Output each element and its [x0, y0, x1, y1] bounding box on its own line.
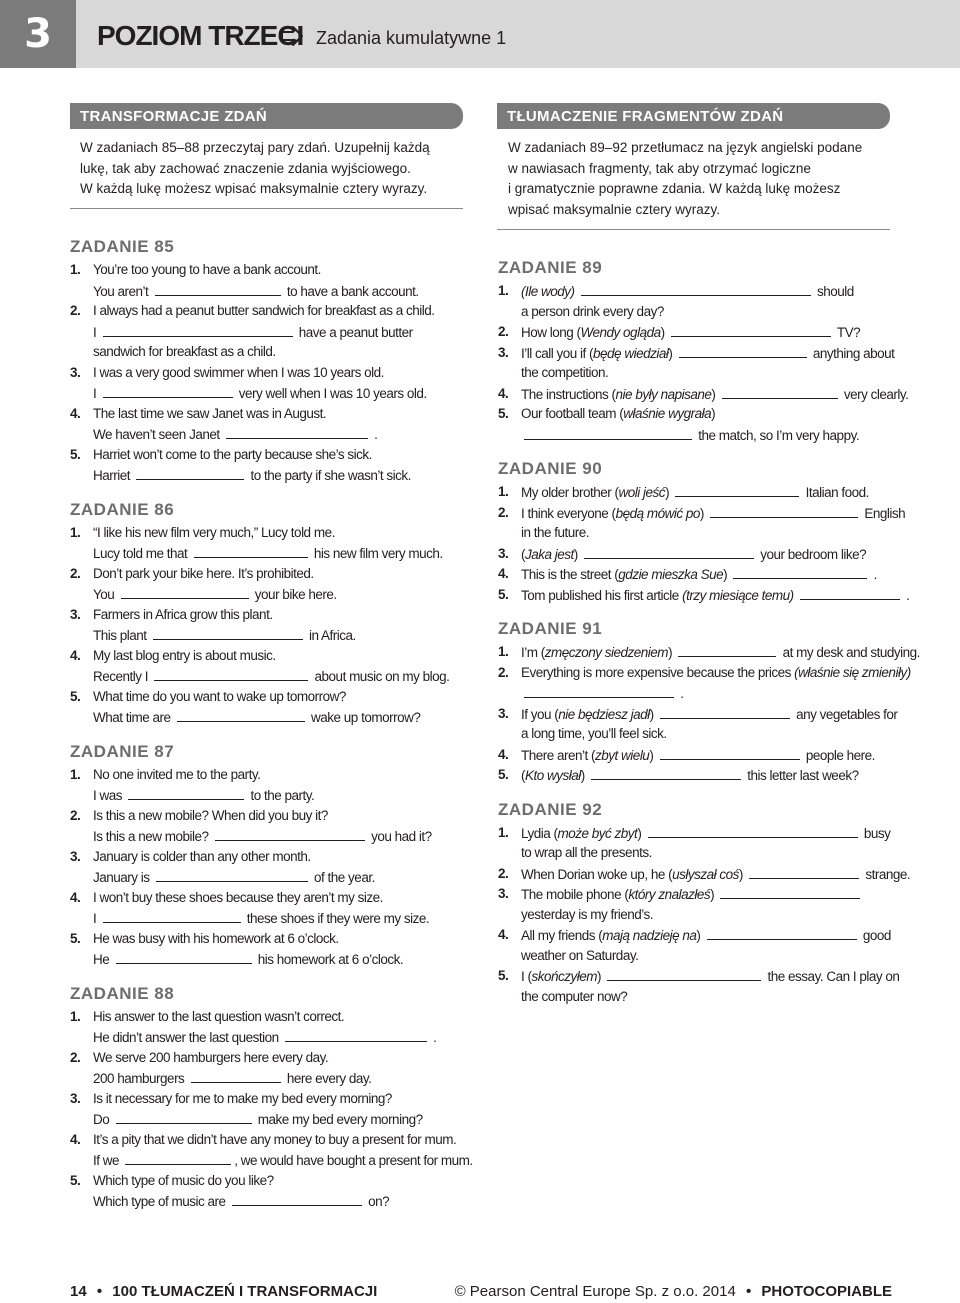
- answer-blank[interactable]: [103, 322, 293, 337]
- exercise-block: [498, 257, 909, 458]
- exercise-item-continuation: [70, 465, 470, 486]
- left-exercise-column: [70, 236, 473, 1225]
- exercise-item-continuation: [70, 281, 470, 302]
- item-number: 1.: [70, 524, 81, 540]
- item-text: weather on Saturday.: [521, 947, 639, 963]
- item-text: Do make my bed every morning?: [93, 1109, 423, 1131]
- answer-blank[interactable]: [116, 949, 252, 964]
- exercise-title: ZADANIE 88: [70, 983, 175, 1003]
- exercise-block: [70, 983, 473, 1225]
- item-number: 5.: [498, 968, 509, 983]
- item-number: 4.: [498, 385, 509, 401]
- instruction-line: wpisać maksymalnie cztery wyrazy.: [508, 201, 721, 217]
- exercise-item: [70, 1130, 470, 1151]
- item-text: January is colder than any other month.: [93, 848, 311, 864]
- item-text: This is the street (gdzie mieszka Sue) .: [521, 564, 877, 586]
- exercise-item-continuation: [70, 666, 470, 687]
- header-subtitle: Zadania kumulatywne 1: [316, 28, 507, 48]
- item-text: I’m (zmęczony siedzeniem) at my desk and studying.: [521, 642, 920, 664]
- exercise-item-continuation: [70, 424, 470, 445]
- item-text: the match, so I’m very happy.: [521, 425, 859, 447]
- footer-right: [455, 1282, 892, 1302]
- answer-blank[interactable]: [524, 425, 692, 440]
- item-number: 4.: [498, 927, 509, 942]
- exercise-item: [70, 363, 470, 384]
- item-text: (Kto wysłał) this letter last week?: [521, 765, 859, 787]
- instruction-line: i gramatycznie poprawne zdania. W każdą lukę możesz: [508, 181, 841, 196]
- item-text: yesterday is my friend’s.: [521, 906, 654, 922]
- arrow-right-icon: [280, 25, 304, 47]
- item-number: 5.: [70, 1172, 81, 1188]
- exercise-item: [70, 605, 470, 626]
- exercise-block: [498, 618, 920, 799]
- item-number: 3.: [70, 848, 81, 864]
- answer-blank[interactable]: [153, 625, 303, 640]
- answer-blank[interactable]: [679, 343, 807, 358]
- exercise-item: [70, 765, 470, 786]
- exercise-item: [498, 564, 898, 585]
- instruction-line: w nawiasach fragmenty, tak aby otrzymać logiczne: [508, 160, 811, 176]
- footer-bullet: •: [96, 1283, 103, 1300]
- exercise-item: [70, 1048, 470, 1069]
- exercise-item-continuation: [70, 1191, 470, 1212]
- book-title: 100 TŁUMACZEŃ I TRANSFORMACJI: [112, 1283, 378, 1300]
- exercise-item: [498, 544, 898, 565]
- exercise-item-continuation: [70, 785, 470, 806]
- item-text: I won’t buy these shoes because they aren’t my size.: [93, 889, 383, 905]
- item-number: 5.: [498, 586, 509, 602]
- item-text: the competition.: [521, 365, 609, 380]
- answer-blank[interactable]: [660, 745, 800, 760]
- item-text: When Dorian woke up, he (usłyszał coś) strange.: [521, 864, 910, 886]
- item-number: 2.: [498, 865, 509, 881]
- instruction-line: W zadaniach 89–92 przetłumacz na język angielski podane: [508, 140, 863, 155]
- exercise-title: ZADANIE 87: [70, 741, 175, 761]
- exercise-item-continuation: [498, 523, 898, 544]
- item-text: Recently I about music on my blog.: [93, 666, 449, 688]
- exercise-title: ZADANIE 89: [498, 258, 603, 277]
- item-text: Is it necessary for me to make my bed every morning?: [93, 1090, 392, 1106]
- item-text: The mobile phone (który znalazłeś): [521, 884, 863, 906]
- exercise-item: [70, 929, 470, 950]
- item-number: 4.: [498, 746, 509, 762]
- item-text: Farmers in Africa grow this plant.: [93, 606, 273, 622]
- answer-blank[interactable]: [584, 544, 754, 559]
- divider: [70, 208, 463, 209]
- item-text: You aren’t to have a bank account.: [93, 281, 419, 303]
- exercise-item: [70, 564, 470, 585]
- exercise-item-continuation: [70, 707, 470, 728]
- item-text: My older brother (woli jeść) Italian food.: [521, 482, 869, 504]
- exercise-item: [70, 523, 470, 544]
- item-text: You’re too young to have a bank account.: [93, 262, 321, 277]
- answer-blank[interactable]: [710, 503, 858, 518]
- answer-blank[interactable]: [660, 704, 790, 719]
- exercise-item-continuation: [70, 543, 470, 564]
- divider: [497, 229, 890, 230]
- exercise-item: [70, 1171, 470, 1192]
- exercise-item-continuation: [70, 625, 470, 646]
- item-number: 1.: [70, 262, 81, 277]
- answer-blank[interactable]: [678, 642, 776, 657]
- item-text: The last time we saw Janet was in August.: [93, 405, 327, 421]
- unit-number: 3: [0, 0, 76, 68]
- item-number: 1.: [70, 766, 81, 782]
- item-text: Lydia (może być zbyt) busy: [521, 823, 890, 845]
- item-text: Don’t park your bike here. It’s prohibited.: [93, 565, 314, 581]
- instruction-line: W zadaniach 85–88 przeczytaj pary zdań. Uzupełnij każdą: [80, 140, 430, 155]
- exercise-item: [70, 1007, 470, 1028]
- item-text: I have a peanut butter: [93, 322, 413, 344]
- exercise-item: [498, 281, 898, 302]
- exercise-block: [498, 799, 911, 1021]
- answer-blank[interactable]: [128, 785, 244, 800]
- exercise-item: [498, 384, 909, 405]
- item-text: sandwich for breakfast as a child.: [93, 344, 276, 359]
- item-text: Lucy told me that his new film very much.: [93, 543, 443, 565]
- item-number: 3.: [498, 545, 509, 561]
- exercise-item-continuation: [70, 1150, 473, 1171]
- exercise-item: [498, 884, 898, 905]
- item-text: I was a very good swimmer when I was 10 years old.: [93, 364, 384, 380]
- exercise-item-continuation: [70, 826, 470, 847]
- item-number: 4.: [70, 1131, 81, 1147]
- answer-blank[interactable]: [671, 322, 831, 337]
- answer-blank[interactable]: [226, 424, 368, 439]
- item-number: 2.: [70, 1049, 81, 1065]
- answer-blank[interactable]: [581, 281, 811, 296]
- item-text: It’s a pity that we didn’t have any money to buy a present for mum.: [93, 1131, 457, 1147]
- exercise-item: [70, 847, 470, 868]
- item-text: the computer now?: [521, 988, 628, 1004]
- level-title: POZIOM TRZECI: [97, 20, 304, 51]
- item-number: 2.: [70, 303, 81, 318]
- footer-left: [70, 1282, 377, 1302]
- answer-blank[interactable]: [524, 683, 674, 698]
- item-text: in the future.: [521, 525, 590, 540]
- answer-blank[interactable]: [800, 585, 900, 600]
- item-text: Our football team (właśnie wygrała): [521, 406, 716, 421]
- photocopiable-label: PHOTOCOPIABLE: [761, 1283, 892, 1300]
- item-number: 1.: [498, 283, 509, 298]
- item-number: 2.: [498, 664, 509, 680]
- item-number: 3.: [498, 344, 509, 360]
- item-text: There aren’t (zbyt wielu) people here.: [521, 745, 875, 767]
- exercise-item-continuation: [70, 908, 470, 929]
- item-text: Tom published his first article (trzy miesiące temu) .: [521, 585, 909, 607]
- exercise-item-continuation: [70, 383, 470, 404]
- exercise-block: [498, 458, 910, 618]
- item-text: 200 hamburgers here every day.: [93, 1068, 371, 1090]
- item-number: 2.: [498, 324, 509, 339]
- exercise-item: [498, 663, 911, 684]
- answer-blank[interactable]: [749, 864, 859, 879]
- exercise-item-continuation: [498, 987, 898, 1008]
- exercise-item: [498, 864, 911, 885]
- item-text: The instructions (nie były napisane) very clearly.: [521, 384, 908, 406]
- exercise-item: [70, 260, 470, 281]
- exercise-item-continuation: [70, 342, 470, 363]
- exercise-item: [70, 404, 470, 425]
- answer-blank[interactable]: [177, 707, 305, 722]
- item-text: I always had a peanut butter sandwich for breakfast as a child.: [93, 303, 435, 318]
- answer-blank[interactable]: [215, 826, 365, 841]
- exercise-item-continuation: [70, 584, 470, 605]
- exercise-item: [70, 888, 470, 909]
- exercise-item-continuation: [70, 1027, 470, 1048]
- item-number: 3.: [498, 705, 509, 721]
- exercise-item: [70, 646, 470, 667]
- item-text: What time are wake up tomorrow?: [93, 707, 420, 729]
- item-text: (Jaka jest) your bedroom like?: [521, 544, 866, 566]
- answer-blank[interactable]: [136, 465, 244, 480]
- answer-blank[interactable]: [720, 884, 860, 899]
- exercise-item: [498, 404, 898, 425]
- item-text: My last blog entry is about music.: [93, 647, 276, 663]
- answer-blank[interactable]: [607, 966, 761, 981]
- instruction-line: W każdą lukę możesz wpisać maksymalnie cztery wyrazy.: [80, 181, 428, 196]
- exercise-item: [498, 823, 898, 844]
- answer-blank[interactable]: [155, 281, 281, 296]
- answer-blank[interactable]: [194, 543, 308, 558]
- exercise-item: [498, 765, 898, 786]
- item-text: Which type of music are on?: [93, 1191, 389, 1213]
- answer-blank[interactable]: [156, 867, 308, 882]
- item-text: “I like his new film very much,” Lucy told me.: [93, 524, 335, 540]
- item-text: .: [521, 683, 684, 705]
- exercise-item: [498, 503, 906, 524]
- exercise-item-continuation: [70, 1068, 470, 1089]
- item-number: 3.: [70, 606, 81, 622]
- item-number: 1.: [498, 484, 509, 499]
- item-number: 3.: [498, 886, 509, 901]
- right-instructions: [508, 138, 893, 220]
- item-text: I (skończyłem) the essay. Can I play on: [521, 966, 899, 988]
- item-number: 5.: [70, 688, 81, 704]
- exercise-item: [498, 925, 898, 946]
- exercise-item-continuation: [498, 843, 898, 864]
- item-number: 3.: [70, 364, 81, 380]
- exercise-item: [70, 301, 470, 322]
- exercise-item-continuation: [498, 425, 898, 446]
- left-instructions: [80, 138, 465, 200]
- item-text: How long (Wendy ogląda) TV?: [521, 322, 860, 344]
- answer-blank[interactable]: [675, 482, 799, 497]
- exercise-title: ZADANIE 86: [70, 499, 175, 519]
- item-text: Is this a new mobile? When did you buy it?: [93, 807, 328, 823]
- item-number: 4.: [70, 889, 81, 905]
- copyright-text: © Pearson Central Europe Sp. z o.o. 2014: [454, 1283, 736, 1300]
- exercise-item-continuation: [498, 363, 898, 384]
- item-text: I think everyone (będą mówić po) English: [521, 503, 905, 525]
- exercise-item: [70, 1089, 470, 1110]
- item-text: If we , we would have bought a present for mum.: [93, 1150, 473, 1172]
- exercise-item-continuation: [70, 867, 470, 888]
- exercise-item-continuation: [70, 1109, 470, 1130]
- answer-blank[interactable]: [125, 1150, 231, 1165]
- footer-bullet: •: [745, 1283, 752, 1300]
- item-number: 5.: [70, 446, 81, 462]
- exercise-item: [498, 585, 910, 606]
- item-text: Harriet won’t come to the party because she’s sick.: [93, 446, 372, 462]
- item-number: 5.: [498, 767, 509, 782]
- exercise-block: [70, 236, 470, 499]
- item-text: Everything is more expensive because the prices (właśnie się zmieniły): [521, 664, 911, 680]
- answer-blank[interactable]: [121, 584, 249, 599]
- exercise-item-continuation: [498, 946, 898, 967]
- exercise-item: [70, 806, 470, 827]
- exercise-item: [498, 966, 898, 987]
- item-number: 1.: [70, 1008, 81, 1024]
- item-number: 2.: [70, 565, 81, 581]
- answer-blank[interactable]: [591, 765, 741, 780]
- answer-blank[interactable]: [116, 1109, 252, 1124]
- item-text: He didn’t answer the last question .: [93, 1027, 436, 1049]
- item-text: January is of the year.: [93, 867, 375, 889]
- answer-blank[interactable]: [103, 383, 233, 398]
- item-number: 5.: [498, 406, 509, 421]
- exercise-item-continuation: [70, 322, 470, 343]
- item-number: 4.: [70, 647, 81, 663]
- exercise-item: [498, 322, 898, 343]
- exercise-item-continuation: [498, 724, 898, 745]
- answer-blank[interactable]: [285, 1027, 427, 1042]
- exercise-item: [70, 687, 470, 708]
- exercise-item: [498, 482, 898, 503]
- exercise-item-continuation: [498, 683, 898, 704]
- item-text: He was busy with his homework at 6 o’clock.: [93, 930, 339, 946]
- item-text: I was to the party.: [93, 785, 314, 807]
- instruction-line: lukę, tak aby zachować znaczenie zdania wyjściowego.: [80, 160, 411, 176]
- item-number: 1.: [498, 644, 509, 659]
- section-title-transformacje: TRANSFORMACJE ZDAŃ: [70, 103, 463, 129]
- item-text: I very well when I was 10 years old.: [93, 383, 427, 405]
- item-text: We haven’t seen Janet .: [93, 424, 377, 446]
- page-number: 14: [70, 1283, 87, 1300]
- exercise-item-continuation: [70, 949, 470, 970]
- answer-blank[interactable]: [707, 925, 857, 940]
- answer-blank[interactable]: [232, 1191, 362, 1206]
- item-number: 2.: [70, 807, 81, 823]
- exercise-title: ZADANIE 91: [498, 619, 603, 638]
- item-text: a person drink every day?: [521, 303, 664, 319]
- item-number: 3.: [70, 1090, 81, 1106]
- answer-blank[interactable]: [733, 564, 867, 579]
- exercise-item: [498, 343, 898, 364]
- exercise-item: [498, 704, 898, 725]
- exercise-title: ZADANIE 90: [498, 459, 603, 478]
- item-text: Is this a new mobile? you had it?: [93, 826, 432, 848]
- answer-blank[interactable]: [191, 1068, 281, 1083]
- item-text: a long time, you’ll feel sick.: [521, 726, 667, 741]
- exercise-item: [498, 745, 898, 766]
- exercise-block: [70, 741, 470, 983]
- section-title-tlumaczenie: TŁUMACZENIE FRAGMENTÓW ZDAŃ: [497, 103, 890, 129]
- exercise-block: [70, 499, 470, 741]
- exercise-title: ZADANIE 92: [498, 799, 603, 819]
- item-text: (Ile wody) should: [521, 281, 854, 303]
- item-text: His answer to the last question wasn’t correct.: [93, 1008, 345, 1024]
- item-text: We serve 200 hamburgers here every day.: [93, 1049, 329, 1065]
- item-number: 1.: [498, 824, 509, 840]
- item-number: 4.: [70, 405, 81, 421]
- item-text: This plant in Africa.: [93, 625, 356, 647]
- item-text: You your bike here.: [93, 584, 337, 606]
- item-text: I’ll call you if (będę wiedział) anything about: [521, 343, 894, 365]
- item-number: 5.: [70, 930, 81, 946]
- exercise-item-continuation: [498, 302, 898, 323]
- exercise-title: ZADANIE 85: [70, 237, 175, 256]
- item-text: He his homework at 6 o’clock.: [93, 949, 403, 971]
- item-text: I these shoes if they were my size.: [93, 908, 429, 930]
- exercise-item-continuation: [498, 905, 898, 926]
- answer-blank[interactable]: [154, 666, 308, 681]
- item-text: What time do you want to wake up tomorrow?: [93, 688, 346, 704]
- item-number: 4.: [498, 566, 509, 581]
- item-text: to wrap all the presents.: [521, 845, 652, 860]
- item-number: 2.: [498, 504, 509, 520]
- exercise-item: [498, 642, 920, 663]
- item-text: Which type of music do you like?: [93, 1172, 274, 1188]
- answer-blank[interactable]: [103, 908, 241, 923]
- item-text: Harriet to the party if she wasn’t sick.: [93, 465, 411, 487]
- item-text: If you (nie będziesz jadł) any vegetables for: [521, 704, 897, 726]
- item-text: All my friends (mają nadzieję na) good: [521, 925, 891, 947]
- answer-blank[interactable]: [722, 384, 838, 399]
- item-text: No one invited me to the party.: [93, 766, 261, 782]
- answer-blank[interactable]: [648, 823, 858, 838]
- exercise-item: [70, 445, 470, 466]
- right-exercise-column: [498, 257, 920, 1020]
